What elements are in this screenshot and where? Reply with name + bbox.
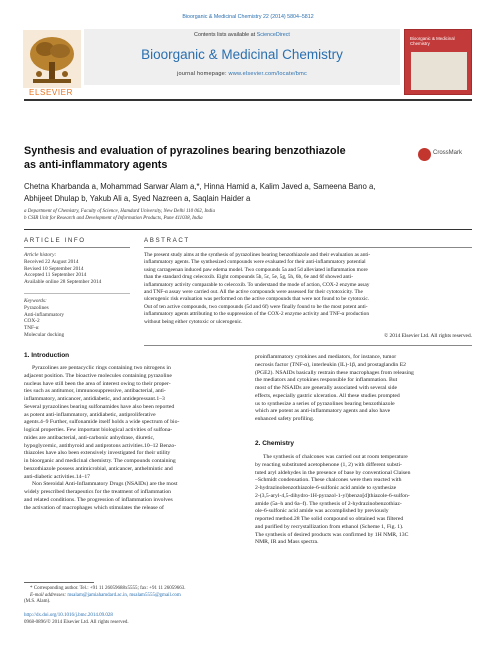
- cover-title: Bioorganic & Medicinal Chemistry: [410, 36, 455, 47]
- abstract-line: without being either cytotoxic or ulcerogenic.: [144, 318, 243, 325]
- intro-line: Non Steroidal Anti-Inflammatory Drugs (NSAIDs) are the most: [32, 481, 178, 488]
- footnotes: [24, 586, 246, 606]
- corresponding-author: * Corresponding author. Tel.: +91 11 26059688x5555; fax: +91 11 26059663.: [30, 586, 186, 591]
- right-line: necrosis factor (TNF-α), interleukin (IL)-1β, and prostaglandin E2: [255, 361, 407, 368]
- keyword-item: Pyrazolines: [24, 304, 49, 311]
- abstract-heading: ABSTRACT: [144, 237, 190, 244]
- abstract-bottom-rule: [144, 345, 472, 346]
- chem-line: The synthesis of desired products was confirmed by 1H NMR, 13C: [255, 531, 409, 538]
- right-column-body: [255, 354, 472, 424]
- right-line: most of the NSAIDs are generally associated with several side: [255, 385, 397, 391]
- doi-block: [24, 613, 246, 626]
- crossmark-badge[interactable]: [418, 148, 474, 162]
- affiliation-rule: [24, 229, 472, 230]
- history-received: Received 22 August 2014: [24, 258, 79, 265]
- right-line: enhanced safety profiling.: [255, 416, 315, 422]
- intro-line: logical properties. Few important biological activities of sulfona-: [24, 427, 173, 433]
- contents-prefix: Contents lists available at: [194, 32, 257, 38]
- right-line: (PGE2). NSAIDs basically restrain these macrophages from releasing: [255, 369, 414, 376]
- email-links[interactable]: msalam@jamiahamdard.ac.in, msalam5555@gmail.com: [67, 592, 181, 598]
- right-line: proinflammatory cytokines and mediators, for instance, tumor: [255, 354, 397, 360]
- affiliation-b: b CSIR Unit for Research and Development of Information Products, Pune 411038, India: [24, 216, 203, 221]
- introduction-body: [24, 365, 242, 512]
- intro-line: in bioorganic and medicinal chemistry. The compounds containing: [24, 458, 176, 464]
- chem-line: –Schmidt condensation. These chalcones were then reacted with: [255, 477, 402, 484]
- chem-line: and purified by recrystallization from ethanol (Scheme 1, Fig. 1).: [255, 523, 404, 530]
- chem-line: tuted aryl aldehydes in the presence of base by conventional Claisen: [255, 469, 411, 476]
- header-rule: [24, 99, 472, 101]
- journal-cover-image: [404, 29, 472, 95]
- keywords-rule: [24, 293, 130, 294]
- crossmark-label: CrossMark: [433, 150, 463, 156]
- footnote-rule: [24, 582, 94, 583]
- keyword-item: COX-2: [24, 318, 40, 325]
- abstract-line: ulcerogenic risk evaluation was performed on the active compounds that were not found to be cytotoxic.: [144, 296, 370, 303]
- chemistry-heading: 2. Chemistry: [255, 440, 295, 447]
- chem-line: reported method.28 The solid compound so obtained was filtered: [255, 516, 404, 522]
- history-online: Available online 28 September 2014: [24, 279, 102, 286]
- intro-line: agents.4–9 Further, sulfonamide itself holds a wide spectrum of bio-: [24, 419, 180, 426]
- keywords-label: Keywords:: [24, 298, 47, 304]
- publisher-name: ELSEVIER: [29, 88, 73, 97]
- crossmark-icon: [418, 148, 431, 161]
- chem-line: NMR, IR and Mass spectra.: [255, 539, 319, 546]
- paper-title-line2: as anti-inflammatory agents: [24, 159, 168, 171]
- intro-line: and related conditions. The progression of inflammation involves: [24, 496, 173, 503]
- intro-line: anti-diabetic activities.14–17: [24, 473, 91, 480]
- homepage-prefix: journal homepage:: [177, 71, 229, 77]
- authors-line2: Abhijeet Dhulap b, Yakub Ali a, Syed Nazreen a, Saqlain Haider a: [24, 194, 251, 203]
- elsevier-tree-logo-icon: [23, 30, 81, 88]
- intro-line: as potent anti-inflammatory, antidiabetic, antiproliferative: [24, 411, 156, 418]
- intro-line: Several pyrazolines bearing sulfonamides have also been reported: [24, 403, 175, 410]
- article-info-heading: ARTICLE INFO: [24, 237, 86, 244]
- chem-line: by reacting substituted acetophenone (1, 2) with different substi-: [255, 461, 402, 468]
- homepage-link[interactable]: www.elsevier.com/locate/bmc: [228, 71, 307, 77]
- intro-line: Pyrazolines are pentacyclic rings containing two nitrogens in: [32, 365, 171, 371]
- abstract-rule: [144, 247, 472, 248]
- intro-line: adjacent position. The bioactive molecules containing pyrazoline: [24, 372, 172, 379]
- chem-line: 2-hydrazinobenzothiazole-6-sulfonic acid amide to synthesize: [255, 485, 397, 491]
- abstract-line: inflammatory agents attributing to the suppression of the COX-2 enzyme activity and TNF-α production: [144, 311, 370, 318]
- keyword-item: Molecular docking: [24, 331, 65, 338]
- author-list: [24, 181, 472, 205]
- abstract-text: [144, 252, 472, 326]
- abstract-line: using carrageenan induced paw edema model. Two compounds 5a and 5d alleviated inflammation more: [144, 266, 368, 273]
- abstract-line: inflammatory agents. The synthesized compounds were evaluated for their anti-inflammatory potential: [144, 259, 366, 266]
- intro-line: widely prescribed therapeutics for the treatment of inflammation: [24, 489, 172, 495]
- right-line: us to synthesize a series of pyrazolines bearing benzothiazole: [255, 400, 395, 407]
- intro-line: hypoglycemic, antithyroid and antiprotons activities.10–12 Benzo-: [24, 442, 177, 449]
- journal-homepage: [84, 71, 400, 77]
- cover-artwork: [411, 52, 467, 90]
- paper-title-line1: Synthesis and evaluation of pyrazolines bearing benzothiazole: [24, 145, 346, 157]
- history-revised: Revised 10 September 2014: [24, 265, 84, 272]
- abstract-line: Out of ten active compounds, two compounds (5d and 6f) were finally found to be the most potent anti-: [144, 303, 368, 310]
- intro-line: the activation of macrophages which stimulates the release of: [24, 504, 164, 511]
- email-addresses: [24, 593, 246, 600]
- affiliation-a: a Department of Chemistry, Faculty of Science, Hamdard University, New Delhi 110 062, India: [24, 209, 215, 214]
- affiliations: [24, 208, 472, 222]
- chem-line: amide (5a–h and 6a–f). The synthesis of 2-hydrazinobenzothiaz-: [255, 500, 402, 507]
- right-line: the mediators and cytokines responsible for inflammation. But: [255, 377, 398, 384]
- chem-line: The synthesis of chalcones was carried out at room temperature: [263, 454, 408, 460]
- abstract-line: and TNF-α assay were carried out. All the active compounds were assessed for their cytotoxicity. The: [144, 289, 363, 296]
- issn-line: 0968-0896/© 2014 Elsevier Ltd. All rights reserved.: [24, 619, 129, 625]
- intro-line: ties such as antitumor, immunosuppressive, antibacterial, anti-: [24, 388, 166, 395]
- abstract-copyright: © 2014 Elsevier Ltd. All rights reserved.: [384, 333, 472, 339]
- abstract-line: The present study aims at the synthesis of pyrazolines bearing benzothiazole and their evaluation as anti-: [144, 252, 371, 258]
- intro-line: mides are antibacterial, anti-carbonic anhydrase, diuretic,: [24, 434, 155, 441]
- email-suffix: (M.S. Alam).: [24, 599, 51, 605]
- right-line: which are potent as anti-inflammatory agents and also have: [255, 408, 391, 415]
- email-prefix: E-mail addresses:: [30, 592, 68, 598]
- history-accepted: Accepted 11 September 2014: [24, 272, 87, 279]
- keyword-item: Anti-inflammatory: [24, 311, 65, 318]
- journal-citation[interactable]: Bioorganic & Medicinal Chemistry 22 (2014) 5804–5812: [182, 14, 314, 20]
- article-info-rule: [24, 247, 130, 248]
- chemistry-body: [255, 454, 472, 547]
- intro-line: benzothiazole possess antimicrobial, anticancer, anthelmintic and: [24, 465, 173, 472]
- history-label: Article history:: [24, 252, 57, 258]
- keywords: [24, 298, 134, 339]
- introduction-heading: 1. Introduction: [24, 352, 70, 359]
- paper-title: [24, 144, 404, 172]
- contents-available: [84, 32, 400, 38]
- authors-line1: Chetna Kharbanda a, Mohammad Sarwar Alam a,*, Hinna Hamid a, Kalim Javed a, Sameena Bano a,: [24, 182, 376, 191]
- right-line: effects, especially gastric ulceration. All these studies prompted: [255, 392, 400, 399]
- intro-line: thiazoles have also been extensively investigated for their utility: [24, 450, 171, 457]
- keyword-item: TNF-α: [24, 325, 39, 332]
- abstract-line: than the standard drug celecoxib. Eight compounds 5b, 5c, 5e, 5g, 5h, 6b, 6e and 6f showed anti-: [144, 274, 353, 281]
- intro-line: nucleus have still been the area of interest owing to their proper-: [24, 380, 171, 387]
- article-history: [24, 252, 134, 286]
- journal-title: Bioorganic & Medicinal Chemistry: [141, 47, 343, 62]
- intro-line: inflammatory, anticancer, antidiabetic, and antidepressant.1–3: [24, 396, 165, 402]
- sciencedirect-link[interactable]: ScienceDirect: [256, 32, 290, 38]
- abstract-line: inflammatory activity comparable to celecoxib. To understand the mode of action, COX-2 enzyme assay: [144, 281, 370, 288]
- doi-link[interactable]: http://dx.doi.org/10.1016/j.bmc.2014.09.028: [24, 613, 113, 618]
- chem-line: 2-(3,5-aryl-4,5-dihydro-1H-pyrazol-1-yl)benzo[d]thiazole-6-sulfon-: [255, 492, 410, 499]
- chem-line: ole-6-sulfonic acid amide was accomplished by previously: [255, 508, 389, 515]
